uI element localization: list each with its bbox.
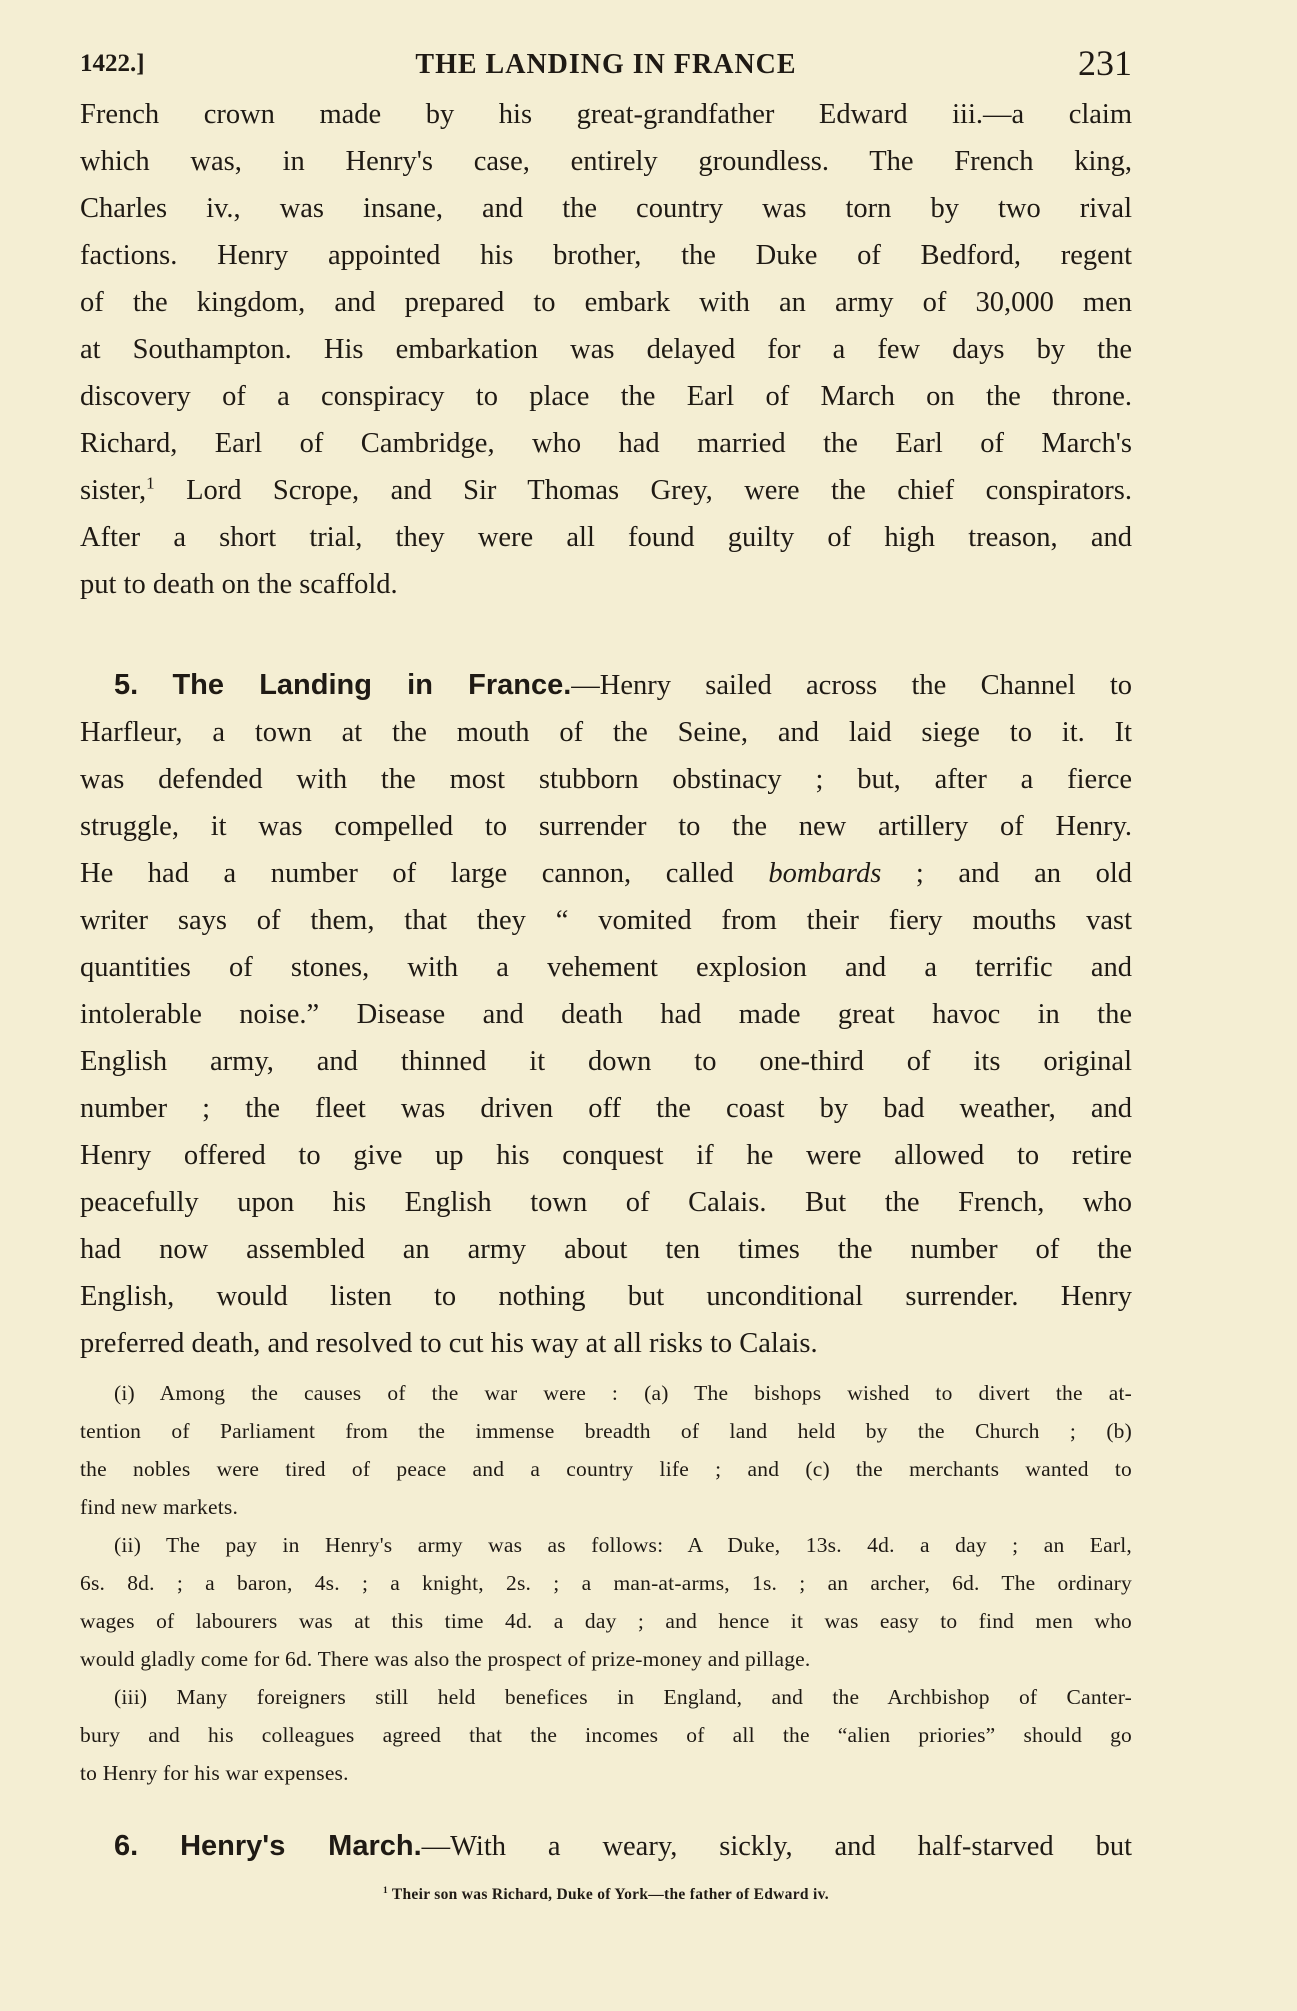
- section-heading: Henry's March.: [180, 1830, 422, 1862]
- footnote-text: Their son was Richard, Duke of York—the father of Edward iv.: [391, 1886, 829, 1903]
- text-line: struggle, it was compelled to surrender to the new artillery of Henry.: [80, 811, 1132, 842]
- text-line: Charles iv., was insane, and the country was torn by two rival: [80, 193, 1132, 224]
- text-line: After a short trial, they were all found guilty of high treason, and: [80, 522, 1132, 553]
- text-fragment: ; and an old: [881, 858, 1133, 889]
- note-line: bury and his colleagues agreed that the incomes of all the “alien priories” should go: [80, 1723, 1132, 1747]
- text-line: [80, 850, 1132, 897]
- italic-term: bombards: [768, 858, 882, 889]
- text-fragment: —With a weary, sickly, and half-starved but: [421, 1831, 1132, 1862]
- text-line: was defended with the most stubborn obstinacy ; but, after a fierce: [80, 764, 1132, 795]
- footnote: [80, 1886, 1132, 1904]
- note-line: (iii) Many foreigners still held benefices in England, and the Archbishop of Canter-: [114, 1685, 1132, 1709]
- text-fragment: Lord Scrope, and Sir Thomas Grey, were the chief conspirators.: [154, 475, 1132, 506]
- text-line: intolerable noise.” Disease and death had made great havoc in the: [80, 999, 1132, 1030]
- note-line: tention of Parliament from the immense breadth of land held by the Church ; (b): [80, 1419, 1132, 1443]
- text-line: factions. Henry appointed his brother, the Duke of Bedford, regent: [80, 240, 1132, 271]
- text-line: writer says of them, that they “ vomited from their fiery mouths vast: [80, 905, 1132, 936]
- paragraph-conspiracy: [80, 91, 1132, 608]
- text-fragment: He had a number of large cannon, called: [80, 858, 769, 889]
- text-line: English army, and thinned it down to one-third of its original: [80, 1046, 1132, 1077]
- header-year: 1422.]: [80, 50, 145, 77]
- text-line: had now assembled an army about ten times the number of the: [80, 1234, 1132, 1265]
- running-header: [80, 42, 1132, 92]
- header-title: THE LANDING IN FRANCE: [415, 49, 797, 80]
- note-line: wages of labourers was at this time 4d. a day ; and hence it was easy to find men who: [80, 1609, 1132, 1633]
- text-line: at Southampton. His embarkation was delayed for a few days by the: [80, 334, 1132, 365]
- section-heading-line: [80, 662, 1132, 709]
- text-line: preferred death, and resolved to cut his way at all risks to Calais.: [80, 1328, 818, 1359]
- note-line: find new markets.: [80, 1495, 239, 1519]
- text-line: Richard, Earl of Cambridge, who had married the Earl of March's: [80, 428, 1132, 459]
- note-i: [80, 1374, 1132, 1526]
- section-6-march: [80, 1823, 1132, 1870]
- text-line: discovery of a conspiracy to place the Earl of March on the throne.: [80, 381, 1132, 412]
- section-heading-line: [80, 1823, 1132, 1870]
- text-line: peacefully upon his English town of Calais. But the French, who: [80, 1187, 1132, 1218]
- note-iii: [80, 1678, 1132, 1792]
- text-line: put to death on the scaffold.: [80, 569, 398, 600]
- text-line: quantities of stones, with a vehement explosion and a terrific and: [80, 952, 1132, 983]
- text-fragment: —Henry sailed across the Channel to: [571, 670, 1133, 701]
- notes-block: [80, 1374, 1132, 1792]
- section-number: 6.: [114, 1830, 139, 1862]
- text-line: number ; the fleet was driven off the coast by bad weather, and: [80, 1093, 1132, 1124]
- text-line: of the kingdom, and prepared to embark with an army of 30,000 men: [80, 287, 1132, 318]
- note-line: would gladly come for 6d. There was also the prospect of prize-money and pillage.: [80, 1647, 811, 1671]
- note-line: the nobles were tired of peace and a country life ; and (c) the merchants wanted to: [80, 1457, 1132, 1481]
- footnote-marker: 1: [383, 1885, 388, 1896]
- text-fragment: sister,: [80, 475, 147, 506]
- note-line: (i) Among the causes of the war were : (a) The bishops wished to divert the at-: [114, 1381, 1132, 1405]
- note-line: (ii) The pay in Henry's army was as follows: A Duke, 13s. 4d. a day ; an Earl,: [114, 1533, 1132, 1557]
- section-heading: The Landing in France.: [172, 669, 572, 701]
- note-line: to Henry for his war expenses.: [80, 1761, 349, 1785]
- text-line: English, would listen to nothing but unconditional surrender. Henry: [80, 1281, 1132, 1312]
- text-line: which was, in Henry's case, entirely groundless. The French king,: [80, 146, 1132, 177]
- text-line: Henry offered to give up his conquest if he were allowed to retire: [80, 1140, 1132, 1171]
- text-line: [80, 467, 1132, 514]
- section-5-landing: [80, 662, 1132, 1367]
- footnote-marker: 1: [146, 473, 155, 493]
- text-line: French crown made by his great-grandfather Edward iii.—a claim: [80, 99, 1132, 130]
- page-number: 231: [1078, 43, 1132, 83]
- note-line: 6s. 8d. ; a baron, 4s. ; a knight, 2s. ; a man-at-arms, 1s. ; an archer, 6d. The ordinary: [80, 1571, 1132, 1595]
- note-ii: [80, 1526, 1132, 1678]
- text-line: Harfleur, a town at the mouth of the Seine, and laid siege to it. It: [80, 717, 1132, 748]
- section-number: 5.: [114, 669, 139, 701]
